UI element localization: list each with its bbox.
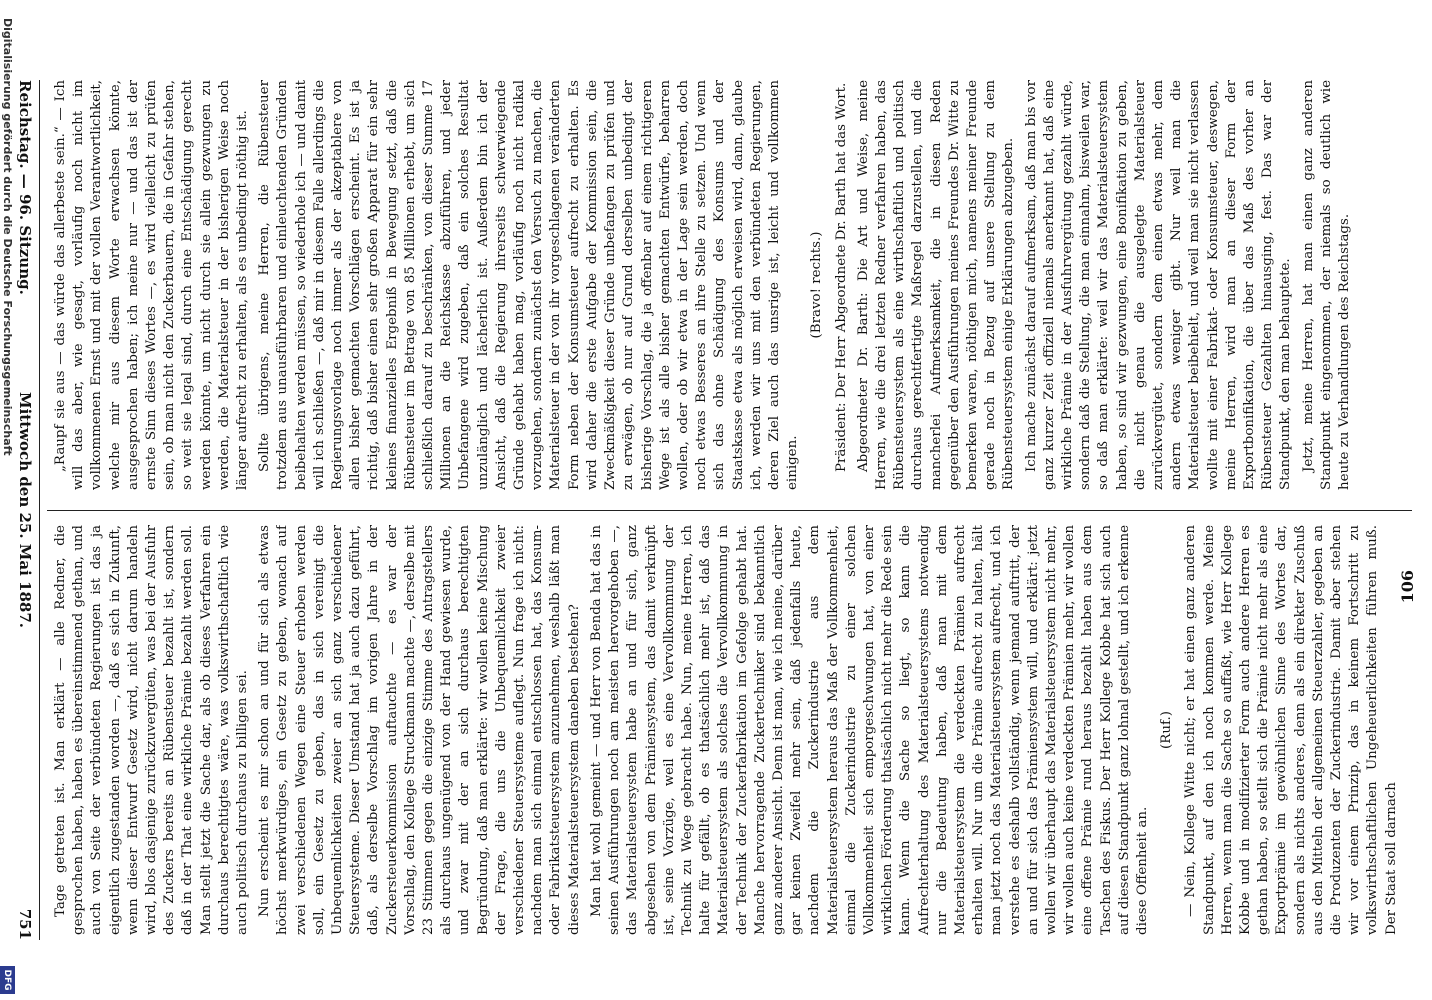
footer-credit bbox=[0, 0, 15, 1000]
paragraph: (Bravo! rechts.) bbox=[809, 231, 825, 339]
dfg-logo: DFG bbox=[0, 966, 15, 994]
header-date: Mittwoch den 25. Mai 1887. bbox=[16, 391, 34, 629]
paragraph: Präsident: Der Herr Abgeordnete Dr. Barth hat das Wort. bbox=[833, 82, 849, 472]
paragraph: Jetzt, meine Herren, hat man einen ganz anderen Standpunkt eingenommen, der niemals so deutlich wie heute zu Verhandlungen des Reichstags. bbox=[1300, 80, 1353, 490]
page-number: 751 bbox=[16, 908, 34, 940]
paragraph: „Raupf sie aus — das würde das allerbeste sein.“ — Ich will das aber, wie gesagt, vorläufig noch nicht im vollkommenen Ernst und mit der vollen Verantwortlichkeit, welche mir aus diesem Worte erwachsen könnte, ausgesprochen haben; ich meine nur — und das ist der ernste Sinn dieses Wortes —, es wird vielleicht zu prüfen sein, ob man nicht den Zuckerbauern, die in Gefahr stehen, so weit sie legal sind, durch eine Entschädigung gerecht werden könnte, um nicht durch sie allein gezwungen zu werden, die Materialsteuer in der bisherigen Weise noch länger aufrecht zu erhalten, als es unbedingt nöthig ist. bbox=[53, 80, 251, 490]
header-session: Reichstag. — 96. Sitzung. bbox=[16, 80, 34, 295]
paragraph: Sollte übrigens, meine Herren, die Rübensteuer trotzdem aus unausführbaren und einleuchtenden Gründen beibehalten werden müssen, so wiederhole ich — und damit will ich schließen —, daß mir in diesem Falle allerdings die Regierungsvorlage noch immer als der akzeptablere von allen bisher gemachten Vorschlägen erscheint. Es ist ja richtig, daß bisher einen sehr großen Apparat für ein sehr kleines finanzielles Ergebniß in Bewegung setzt, daß die Rübensteuer im Betrage von 85 Millionen erhebt, um sich schließlich darauf zu beschränken, von dieser Summe 17 Millionen an die Reichskasse abzuführen, und jeder Unbefangene wird zugeben, daß ein solches Resultat unzulänglich und lächerlich ist. Außerdem bin ich der Ansicht, daß die Regierung ihrerseits schwerwiegende Gründe gehabt haben mag, vorläufig noch nicht radikal vorzugehen, sondern zunächst den Versuch zu machen, die Materialsteuer in der von ihr vorgeschlagenen veränderten Form neben der Konsumsteuer aufrecht zu erhalten. Es wird daher die erste Aufgabe der Kommission sein, die Zweckmäßigkeit dieser Gründe unbefangen zu prüfen und zu erwägen, ob nur auf Grund derselben unbedingt der bisherige Vorschlag, die ja offenbar auf einem richtigeren Wege ist als alle bisher gemachten Entwürfe, beharren wollen, oder ob wir etwa in der Lage sein werden, doch noch etwas Besseres an ihre Stelle zu setzen. Und wenn sich das ohne Schädigung des Konsums und der Staatskasse etwa als möglich erweisen wird, dann, glaube ich, werden wir uns mit den verbündeten Regierungen, deren Ziel auch das unsrige ist, leicht und vollkommen einigen. bbox=[257, 80, 801, 490]
paragraph: Nun erscheint es mir schon an und für sich als etwas höchst merkwürdiges, ein Gesetz zu geben, wonach auf zwei verschiedenen Wegen eine Steuer erhoben werden soll, ein Gesetz zu geben, das in sich vereinigt die Unbequemlichkeiten zweier an sich ganz verschiedener Steuersysteme. Dieser Umstand hat ja auch dazu geführt, daß, als derselbe Vorschlag im vorigen Jahre in der Zuckersteuerkommission auftauchte — es war der Vorschlag, den Kollege Struckmann machte —, derselbe mit 23 Stimmen gegen die einzige Stimme des Antragstellers als durchaus ungenügend von der Hand gewiesen wurde, und zwar mit der an sich durchaus berechtigten Begründung, daß man erklärte: wir wollen keine Mischung der Frage, die uns die Unbequemlichkeit zweier verschiedener Steuersysteme auflegt. Nun frage ich nicht: nachdem man sich einmal entschlossen hat, das Konsum- oder Fabrikatsteuersystem anzunehmen, weshalb läßt man dieses Materialsteuersystem daneben bestehen? bbox=[257, 525, 582, 935]
paragraph: Ich mache zunächst darauf aufmerksam, daß man bis vor ganz kurzer Zeit offiziell niemals anerkannt hat, daß eine wirkliche Prämie in der Ausfuhrvergütung gezahlt würde, sondern daß die Stellung, die man einnahm, bisweilen war, so daß man erklärte: weil wir das Materialsteuersystem haben, so sind wir gezwungen, eine Bonifikation zu geben, die nicht genau die ausgelegte Materialsteuer zurückvergütet, sondern dem einen etwas mehr, dem andern etwas weniger gibt. Nur weil man die Materialsteuer beibehielt, und weil man sie nicht verlassen wollte mit einer Fabrikat- oder Konsumsteuer, deswegen, meine Herren, wird man an dieser Form der Exportbonifikation, die über das Maß des vorher an Rübensteuer Gezahlten hinausging, fest. Das war der Standpunkt, den man behauptete. bbox=[1023, 80, 1294, 490]
paragraph: Abgeordneter Dr. Barth: Die Art und Weise, meine Herren, wie die drei letzten Redner verfahren haben, das Rübensteuersystem als eine wirthschaftlich und politisch durchaus gerechtfertigte Maßregel darzustellen, und die mancherlei Aufmerksamkeit, die in diesen Reden gegenüber den Ausführungen meines Freundes Dr. Witte zu bemerken waren, nöthigen mich, namens meiner Freunde gerade noch in Bezug auf unsere Stellung zu dem Rübensteuersystem einige Erklärungen abzugeben. bbox=[855, 80, 1017, 490]
paragraph: (Ruf.) bbox=[1159, 711, 1175, 749]
right-column-text bbox=[52, 525, 1412, 935]
paragraph: Man hat wohl gemeint — und Herr von Benda hat das in seinen Ausführungen noch am meisten hervorgehoben —, das Materialsteuersystem habe an und für sich, ganz abgesehen von dem Prämiensystem, das damit verknüpft ist, seine Vorzüge, weil es eine Vervollkommnung der Technik zu Wege gebracht habe. Nun, meine Herren, ich halte für gefällt, ob es thatsächlich mehr ist, daß das Materialsteuersystem als solches die Vervollkommnung in der Technik der Zuckerfabrikation im Gefolge gehabt hat. Manche hervorragende Zuckertechniker sind bekanntlich ganz anderer Ansicht. Denn ist man, wie ich meine, darüber gar keinen Zweifel mehr sein, daß jedenfalls heute, nachdem die Zuckerindustrie aus dem Materialsteuersystem heraus das Maß der Vollkommenheit, einmal die Zuckerindustrie zu einer solchen Vollkommenheit sich emporgeschwungen hat, von einer wirklichen Förderung thatsächlich nicht mehr die Rede sein kann. Wenn die Sache so liegt, so kann die Aufrechterhaltung des Materialsteuersystems notwendig nur die Bedeutung haben, daß man mit dem Materialsteuersystem die verdeckten Prämien aufrecht erhalten will. Nur um die Prämie aufrecht zu halten, hält man jetzt noch das Materialsteuersystem aufrecht, und ich verstehe es deshalb vollständig, wenn jemand auftritt, der an und für sich das Prämiensystem will, und erklärt: jetzt wollen wir überhaupt das Materialsteuersystem nicht mehr, wir wollen auch keine verdeckten Prämien mehr, wir wollen eine offene Prämie rund heraus bezahlt haben aus dem Taschen des Fiskus. Der Herr Kollege Kobbe hat sich auch auf diesen Standpunkt ganz lohnal gestellt, und ich erkenne diese Offenheit an. bbox=[588, 525, 1150, 935]
footer-text: Digitalisierung gefördert durch die Deutsche Forschungsgemeinschaft bbox=[1, 18, 14, 456]
paragraph: — Nein, Kollege Witte nicht; er hat einen ganz anderen Standpunkt, auf den ich noch kommen werde. Meine Herren, wenn man die Sache so auffaßt, wie Herr Kollege Kobbe und in modifizierter Form auch andere Herren es gethan haben, so stellt sich die Prämie nicht mehr als eine Exportprämie im gewöhnlichen Sinne des Wortes dar, sondern als nichts anderes, denn als ein direkter Zuschuß aus den Mitteln der allgemeinen Steuerzahler, gegeben an die Produzenten der Zuckerindustrie. Damit aber stehen wir vor einem Prinzip, das in keinem Fortschritt zu volkswirthschaftlichen Ungeheuerlichkeiten führen muß. Der Staat soll darnach bbox=[1183, 525, 1399, 935]
left-column-text bbox=[52, 80, 1412, 490]
paragraph: Tage getreten ist. Man erklärt — alle Redner, die gesprochen haben, haben es übereinstimmend gethan, und auch von Seite der verbündeten Regierungen ist das ja eigentlich zugestanden worden —, daß es sich in Zukunft, wenn dieser Entwurf Gesetz wird, nicht darum handeln wird, blos dasjenige zurückzuvergüten, was bei der Ausfuhr des Zuckers bereits an Rübensteuer bezahlt ist, sondern daß in der That eine wirkliche Prämie bezahlt werden soll. Man stellt jetzt die Sache dar, als ob dieses Verfahren ein durchaus berechtigtes wäre, was volkswirthschaftlich wie auch politisch durchaus zu billigen sei. bbox=[53, 525, 251, 935]
column-divider bbox=[47, 510, 1412, 511]
signature-mark: 106 bbox=[1398, 570, 1417, 604]
header-rule bbox=[39, 80, 40, 940]
